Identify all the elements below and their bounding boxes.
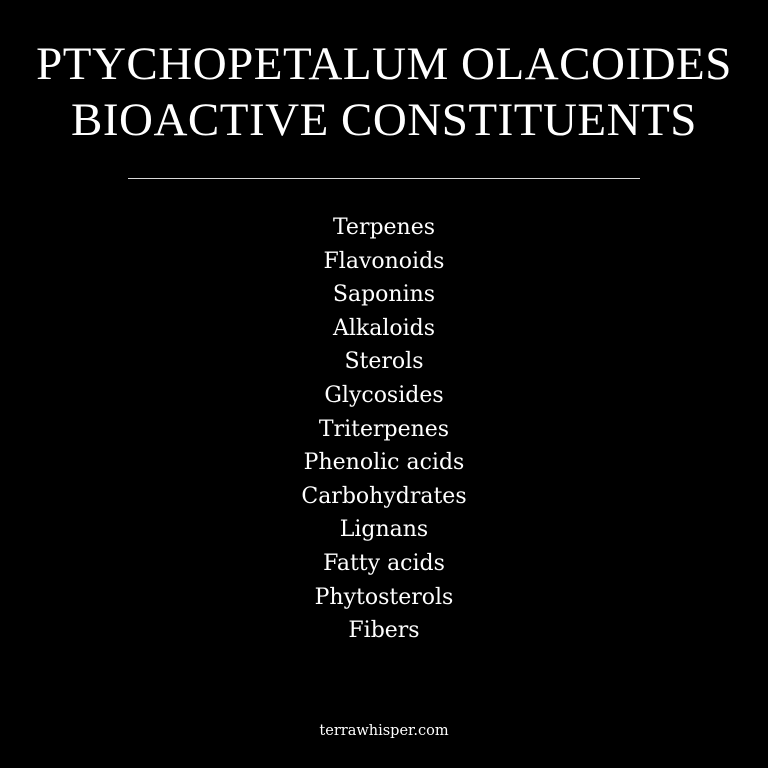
list-item: Alkaloids	[332, 315, 436, 341]
list-item: Fibers	[348, 618, 420, 644]
constituents-list	[0, 211, 768, 648]
list-item: Triterpenes	[318, 416, 450, 442]
list-item: Sterols	[344, 349, 424, 375]
title-divider	[128, 178, 640, 179]
title-line-1: PTYCHOPETALUM OLACOIDES	[36, 38, 732, 90]
list-item: Carbohydrates	[301, 483, 467, 509]
title-line-2: BIOACTIVE CONSTITUENTS	[71, 94, 697, 146]
list-item: Terpenes	[332, 215, 436, 240]
list-item: Saponins	[332, 282, 436, 308]
list-item: Phenolic acids	[303, 450, 465, 476]
list-item: Phytosterols	[314, 584, 454, 610]
list-item: Lignans	[339, 517, 429, 543]
source-credit: terrawhisper.com	[319, 723, 449, 739]
list-item: Flavonoids	[323, 248, 445, 274]
list-item: Fatty acids	[323, 550, 445, 576]
page-title	[0, 36, 768, 148]
list-item: Glycosides	[324, 382, 444, 408]
